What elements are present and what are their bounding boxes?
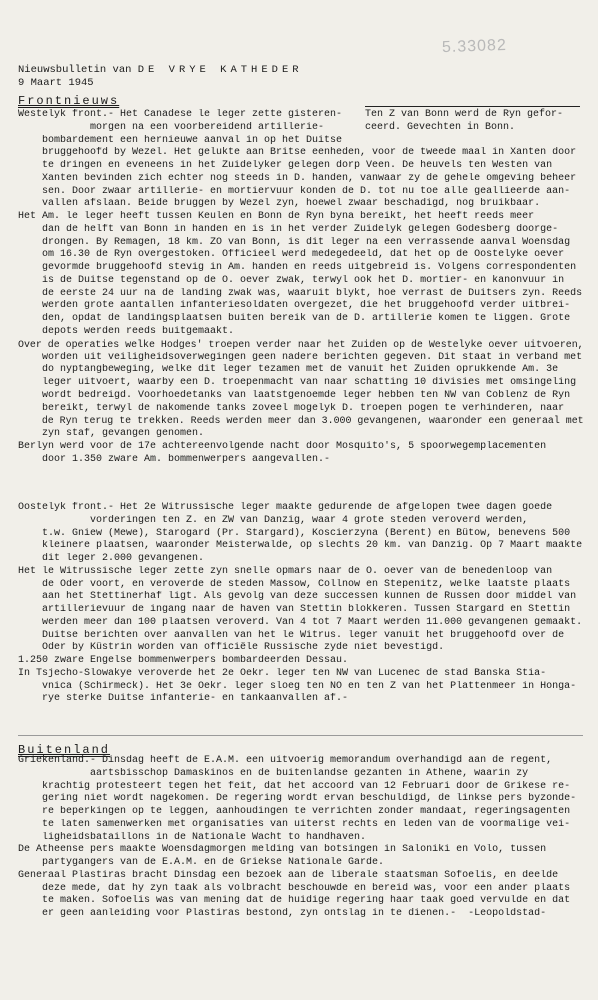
text-line: De Atheense pers maakte Woensdagmorgen melding van botsingen in Saloniki en Volo, tussen	[18, 844, 547, 856]
text-line: bruggehoofd by Wezel. Het gelukte aan Britse eenheden, voor de tweede maal in Xanten door	[18, 147, 577, 159]
text-line: dan de helft van Bonn in handen en is in het verder Zuidelyk gelegen Godesberg doorge-	[18, 223, 559, 235]
text-line: zyn staf, gevangen genomen.	[18, 428, 205, 440]
text-line: gering niet wordt nagekomen. De regering wordt ervan beschuldigd, de linkse pers byzonde-	[18, 793, 577, 805]
text-line: krachtig protesteert tegen het feit, dat het accoord van 12 Februari door de Grikese re-	[18, 780, 571, 792]
text-line: In Tsjecho-Slowakye veroverde het 2e Oekr. leger ten NW van Lucenec de stad Banska Stia-	[18, 667, 547, 679]
text-line: ligheidsbataillons in de Nationale Wacht to handhaven.	[18, 831, 367, 843]
text-line: de Oder voort, en veroverde de steden Massow, Collnow en Stepenitz, welke laatste plaats	[18, 578, 571, 590]
text-line: werden grote aantallen infanteriesoldaten overgezet, die het bruggehoofd verder uitbrei-	[18, 300, 571, 312]
eastern-front-article	[18, 502, 584, 706]
foreign-news-article	[18, 755, 584, 921]
bulletin-header	[18, 64, 303, 76]
text-line: er geen aanleiding voor Plastiras bestond, zyn ontslag in te dienen.- -Leopoldstad-	[18, 908, 547, 920]
section-title-foreign: Buitenland	[18, 743, 111, 757]
text-line: gevormde bruggehoofd stevig in Am. handen en reeds uitgebreid is. Volgens correspondenten	[18, 262, 577, 274]
text-line: Westelyk front.- Het Canadese le leger zette gisteren-	[18, 109, 343, 120]
text-line: vorderingen ten Z. en ZW van Danzig, waar 4 grote steden veroverd werden,	[18, 514, 529, 526]
section-divider	[18, 735, 583, 736]
text-line: worden uit veiligheidsoverwegingen geen nadere berichten gegeven. Dit staat in verband met	[18, 351, 583, 363]
text-line: deze mede, dat hy zyn taak als volbracht beschouwde en bereid was, voor een ander plaats	[18, 882, 571, 894]
text-line: bombardement een hernieuwe aanval in op het Duitse	[18, 134, 343, 146]
text-line: Generaal Plastiras bracht Dinsdag een bezoek aan de liberale staatsman Sofoelis, en deelde	[18, 869, 559, 881]
western-front-article	[18, 109, 584, 466]
text-line: te maken. Sofoelis was van mening dat de huidige regering haar taak goed vervulde en dat	[18, 895, 571, 907]
text-line: Oostelyk front.- Het 2e Witrussische leger maakte gedurende de afgelopen twee dagen goede	[18, 502, 553, 513]
sidebar-note-line: Ten Z van Bonn werd de Ryn gefor-	[365, 109, 564, 120]
text-line: Over de operaties welke Hodges' troepen verder naar het Zuiden op de Westelyke oever uitvoeren,	[18, 338, 584, 350]
text-line: bereikt, terwyl de nakomende tanks zoveel mogelyk D. troepen pogen te verhinderen, naar	[18, 402, 565, 414]
text-line: partygangers van de E.A.M. en de Griekse Nationale Garde.	[18, 857, 385, 869]
text-line: dit leger 2.000 gevangenen.	[18, 553, 205, 565]
text-line: drongen. By Remagen, 18 km. ZO van Bonn, is dit leger na een verrassende aanval Woensdag	[18, 236, 571, 248]
sidebar-note-line: ceerd. Gevechten in Bonn.	[365, 121, 516, 133]
text-line: werden meer dan 100 plaatsen veroverd. Van 4 tot 7 Maart werden 11.000 gevangenen gemaakt.	[18, 616, 583, 628]
text-line: t.w. Gniew (Mewe), Starogard (Pr. Stargard), Koscierzyna (Berent) en Bütow, benevens 500	[18, 527, 571, 539]
text-line: Oder by Küstrin worden van officiële Russische zyde niet bevestigd.	[18, 642, 445, 654]
text-line: depots werden reeds buitgemaakt.	[18, 326, 235, 338]
text-line: om 16.30 de Ryn overgestoken. Officieel werd medegedeeld, dat het op de Oostelyke oever	[18, 249, 565, 261]
text-line: kleinere plaatsen, waaronder Meisterwalde, op slechts 20 km. van Danzig. Op 7 Maart maakte	[18, 540, 583, 552]
text-line: den, opdat de landingsplaatsen buiten bereik van de D. artillerie komen te liggen. Grote	[18, 313, 571, 325]
text-line: re beperkingen op te leggen, aanhoudingen te verrichten zonder mandaat, regeringsagenten	[18, 806, 571, 818]
text-line: te laten samenwerken met organisaties van uiterst rechts en leden van de voormalige vei-	[18, 818, 571, 830]
text-line: door 1.350 zware Am. bommenwerpers aangevallen.-	[18, 453, 331, 465]
text-line: leger uitvoert, waarby een D. troepenmacht van naar schatting 10 divisies met omsingeling	[18, 377, 577, 389]
text-line: Duitse berichten over aanvallen van het le Witrus. leger vanuit het bruggehoofd over de	[18, 629, 565, 641]
section-title-front: Frontnieuws	[18, 94, 120, 108]
text-line: Het le Witrussische leger zette zyn snelle opmars naar de O. oever van de benedenloop van	[18, 565, 553, 577]
text-line: de Ryn terug te trekken. Reeds werden meer dan 3.000 gevangenen, waaronder een generaal met	[18, 415, 584, 427]
archive-stamp-number: 5.33082	[441, 36, 508, 57]
text-line: de eerste 24 uur na de landing zwak was, waaruit blykt, hoe verrast de Duitsers zyn. Reeds	[18, 287, 583, 299]
text-line: vnica (Schirmeck). Het 3e Oekr. leger sloeg ten NO en ten Z van het Plattenmeer in Honga-	[18, 680, 577, 692]
text-line: te dringen en eveneens in het Zuidelyker gelegen dorp Veen. De heuvels ten Westen van	[18, 160, 553, 172]
text-line: sen. Door zwaar artillerie- en mortiervuur konden de D. tot nu toe alle geallieerde aan-	[18, 185, 571, 197]
text-line: Xanten bevinden zich echter nog steeds in D. handen, vanwaar zy de gehele omgeving beheer	[18, 172, 577, 184]
text-line: Griekenland.- Dinsdag heeft de E.A.M. een uitvoerig memorandum overhandigd aan de regent,	[18, 755, 553, 766]
text-line: aartsbisschop Damaskinos en de buitenlandse gezanten in Athene, waarin zy	[18, 767, 529, 779]
text-line: morgen na een voorbereidend artillerie-	[18, 121, 325, 133]
text-line: is de Duitse tegenstand op de O. oever zwak, terwyl ook het D. mortier- en kanonvuur in	[18, 274, 565, 286]
text-line: artillerievuur de ingang naar de haven van Stettin blokkeren. Tussen Stargard en Stettin	[18, 604, 571, 616]
bulletin-date: 9 Maart 1945	[18, 77, 94, 89]
text-line: 1.250 zware Engelse bommenwerpers bombardeerden Dessau.	[18, 655, 349, 667]
text-line: vallen afslaan. Beide bruggen by Wezel zyn, hoewel zwaar beschadigd, nog bruikbaar.	[18, 198, 541, 210]
text-line: rye sterke Duitse infanterie- en tankaanvallen af.-	[18, 693, 349, 705]
publication-name: DE VRYE KATHEDER	[137, 64, 303, 76]
text-line: Berlyn werd voor de 17e achtereenvolgende nacht door Mosquito's, 5 spoorwegemplacementen	[18, 440, 547, 452]
text-line: aan het Stettinerhaf ligt. Als gevolg van deze successen kunnen de Russen door middel van	[18, 591, 577, 603]
header-prefix: Nieuwsbulletin van	[18, 64, 132, 76]
text-line: wordt bedreigd. Voorhoedetanks van laatstgenoemde leger hebben ten NW van Coblenz de Ryn	[18, 389, 571, 401]
text-line: Het Am. le leger heeft tussen Keulen en Bonn de Ryn byna bereikt, het heeft reeds meer	[18, 211, 535, 223]
text-line: do nyptangbeweging, welke dit leger tezamen met de vanuit het Zuiden oprukkende Am. 3e	[18, 364, 559, 376]
